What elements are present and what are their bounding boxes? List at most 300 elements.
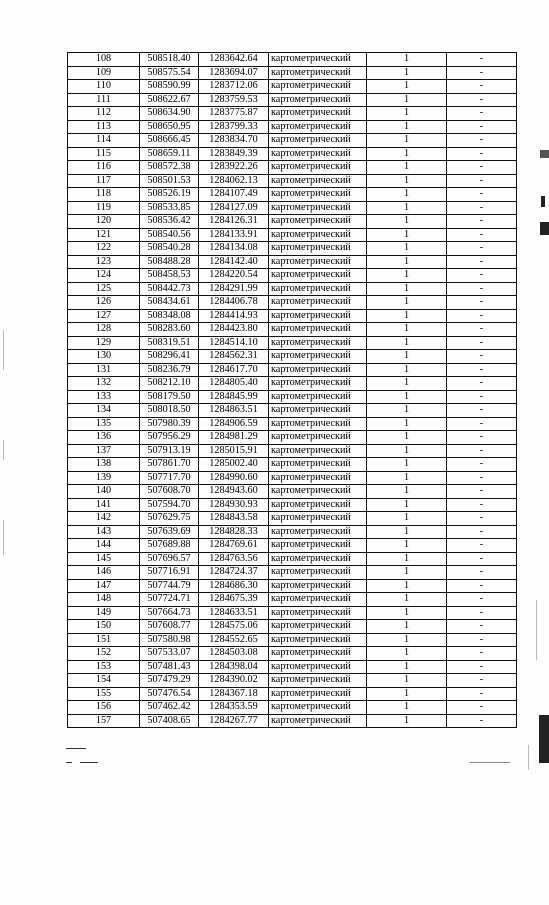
coordinate-y: 1284724.37 — [199, 566, 269, 580]
accuracy-value: 1 — [367, 512, 447, 526]
accuracy-value: 1 — [367, 701, 447, 715]
note-value: - — [447, 633, 517, 647]
point-number: 153 — [68, 660, 140, 674]
note-value: - — [447, 552, 517, 566]
coordinate-x: 507744.79 — [140, 579, 199, 593]
coordinate-y: 1283849.39 — [199, 147, 269, 161]
note-value: - — [447, 404, 517, 418]
coordinate-y: 1284220.54 — [199, 269, 269, 283]
coordinate-y: 1284127.09 — [199, 201, 269, 215]
coordinate-x: 507724.71 — [140, 593, 199, 607]
note-value: - — [447, 458, 517, 472]
coordinate-y: 1284575.06 — [199, 620, 269, 634]
determination-method: картометрический — [269, 714, 367, 728]
note-value: - — [447, 431, 517, 445]
point-number: 133 — [68, 390, 140, 404]
note-value: - — [447, 350, 517, 364]
scan-artifact — [536, 600, 537, 660]
note-value: - — [447, 107, 517, 121]
coordinate-x: 507608.70 — [140, 485, 199, 499]
coordinate-x: 508458.53 — [140, 269, 199, 283]
coordinate-y: 1284107.49 — [199, 188, 269, 202]
coordinate-y: 1284133.91 — [199, 228, 269, 242]
determination-method: картометрический — [269, 674, 367, 688]
determination-method: картометрический — [269, 93, 367, 107]
coordinate-x: 508018.50 — [140, 404, 199, 418]
coordinates-table-body — [68, 53, 517, 728]
determination-method: картометрический — [269, 161, 367, 175]
note-value: - — [447, 714, 517, 728]
point-number: 119 — [68, 201, 140, 215]
accuracy-value: 1 — [367, 282, 447, 296]
coordinate-y: 1283694.07 — [199, 66, 269, 80]
note-value: - — [447, 566, 517, 580]
table-row — [68, 174, 517, 188]
point-number: 147 — [68, 579, 140, 593]
coordinate-x: 508319.51 — [140, 336, 199, 350]
table-row — [68, 323, 517, 337]
determination-method: картометрический — [269, 512, 367, 526]
coordinate-x: 508536.42 — [140, 215, 199, 229]
determination-method: картометрический — [269, 471, 367, 485]
accuracy-value: 1 — [367, 620, 447, 634]
coordinate-y: 1283759.53 — [199, 93, 269, 107]
scan-artifact — [539, 715, 549, 763]
accuracy-value: 1 — [367, 377, 447, 391]
determination-method: картометрический — [269, 255, 367, 269]
note-value: - — [447, 579, 517, 593]
table-row — [68, 296, 517, 310]
accuracy-value: 1 — [367, 458, 447, 472]
note-value: - — [447, 485, 517, 499]
point-number: 132 — [68, 377, 140, 391]
accuracy-value: 1 — [367, 390, 447, 404]
scan-artifact — [3, 330, 4, 370]
determination-method: картометрический — [269, 606, 367, 620]
accuracy-value: 1 — [367, 93, 447, 107]
coordinate-y: 1284930.93 — [199, 498, 269, 512]
coordinate-y: 1284552.65 — [199, 633, 269, 647]
determination-method: картометрический — [269, 485, 367, 499]
point-number: 122 — [68, 242, 140, 256]
accuracy-value: 1 — [367, 269, 447, 283]
table-row — [68, 498, 517, 512]
coordinate-x: 508666.45 — [140, 134, 199, 148]
coordinate-y: 1284828.33 — [199, 525, 269, 539]
accuracy-value: 1 — [367, 431, 447, 445]
coordinate-y: 1284562.31 — [199, 350, 269, 364]
accuracy-value: 1 — [367, 687, 447, 701]
point-number: 151 — [68, 633, 140, 647]
determination-method: картометрический — [269, 377, 367, 391]
coordinate-x: 507608.77 — [140, 620, 199, 634]
note-value: - — [447, 444, 517, 458]
determination-method: картометрический — [269, 660, 367, 674]
point-number: 124 — [68, 269, 140, 283]
accuracy-value: 1 — [367, 134, 447, 148]
point-number: 157 — [68, 714, 140, 728]
coordinate-y: 1284769.61 — [199, 539, 269, 553]
determination-method: картометрический — [269, 147, 367, 161]
determination-method: картометрический — [269, 525, 367, 539]
accuracy-value: 1 — [367, 53, 447, 67]
table-row — [68, 593, 517, 607]
note-value: - — [447, 174, 517, 188]
note-value: - — [447, 242, 517, 256]
table-row — [68, 188, 517, 202]
note-value: - — [447, 66, 517, 80]
coordinate-x: 508540.56 — [140, 228, 199, 242]
point-number: 137 — [68, 444, 140, 458]
coordinate-y: 1284633.51 — [199, 606, 269, 620]
point-number: 121 — [68, 228, 140, 242]
point-number: 130 — [68, 350, 140, 364]
point-number: 138 — [68, 458, 140, 472]
point-number: 108 — [68, 53, 140, 67]
point-number: 139 — [68, 471, 140, 485]
point-number: 149 — [68, 606, 140, 620]
table-row — [68, 471, 517, 485]
table-row — [68, 201, 517, 215]
note-value: - — [447, 660, 517, 674]
accuracy-value: 1 — [367, 363, 447, 377]
accuracy-value: 1 — [367, 161, 447, 175]
note-value: - — [447, 377, 517, 391]
point-number: 116 — [68, 161, 140, 175]
determination-method: картометрический — [269, 53, 367, 67]
coordinate-x: 507479.29 — [140, 674, 199, 688]
note-value: - — [447, 255, 517, 269]
accuracy-value: 1 — [367, 674, 447, 688]
note-value: - — [447, 296, 517, 310]
note-value: - — [447, 539, 517, 553]
note-value: - — [447, 120, 517, 134]
accuracy-value: 1 — [367, 66, 447, 80]
table-row — [68, 377, 517, 391]
coordinate-x: 507533.07 — [140, 647, 199, 661]
note-value: - — [447, 80, 517, 94]
coordinate-y: 1284142.40 — [199, 255, 269, 269]
coordinate-y: 1284503.08 — [199, 647, 269, 661]
coordinate-x: 507408.65 — [140, 714, 199, 728]
table-row — [68, 431, 517, 445]
determination-method: картометрический — [269, 593, 367, 607]
coordinate-y: 1284423.80 — [199, 323, 269, 337]
coordinate-y: 1284398.04 — [199, 660, 269, 674]
table-row — [68, 714, 517, 728]
coordinate-x: 507716.91 — [140, 566, 199, 580]
table-row — [68, 404, 517, 418]
table-row — [68, 228, 517, 242]
point-number: 112 — [68, 107, 140, 121]
determination-method: картометрический — [269, 620, 367, 634]
determination-method: картометрический — [269, 363, 367, 377]
coordinate-y: 1283642.64 — [199, 53, 269, 67]
accuracy-value: 1 — [367, 539, 447, 553]
scan-artifact — [66, 748, 86, 749]
coordinate-y: 1284981.29 — [199, 431, 269, 445]
determination-method: картометрический — [269, 552, 367, 566]
table-row — [68, 458, 517, 472]
table-row — [68, 647, 517, 661]
scan-artifact — [528, 745, 529, 770]
coordinate-y: 1284845.99 — [199, 390, 269, 404]
note-value: - — [447, 363, 517, 377]
determination-method: картометрический — [269, 228, 367, 242]
accuracy-value: 1 — [367, 579, 447, 593]
point-number: 109 — [68, 66, 140, 80]
determination-method: картометрический — [269, 201, 367, 215]
coordinate-y: 1285002.40 — [199, 458, 269, 472]
point-number: 110 — [68, 80, 140, 94]
accuracy-value: 1 — [367, 336, 447, 350]
table-row — [68, 161, 517, 175]
coordinate-y: 1284990.60 — [199, 471, 269, 485]
table-row — [68, 134, 517, 148]
accuracy-value: 1 — [367, 215, 447, 229]
note-value: - — [447, 201, 517, 215]
coordinate-x: 508501.53 — [140, 174, 199, 188]
note-value: - — [447, 282, 517, 296]
determination-method: картометрический — [269, 417, 367, 431]
accuracy-value: 1 — [367, 525, 447, 539]
point-number: 146 — [68, 566, 140, 580]
accuracy-value: 1 — [367, 107, 447, 121]
determination-method: картометрический — [269, 134, 367, 148]
table-row — [68, 350, 517, 364]
table-row — [68, 701, 517, 715]
point-number: 123 — [68, 255, 140, 269]
coordinate-y: 1283834.70 — [199, 134, 269, 148]
coordinate-y: 1284514.10 — [199, 336, 269, 350]
accuracy-value: 1 — [367, 633, 447, 647]
point-number: 115 — [68, 147, 140, 161]
accuracy-value: 1 — [367, 80, 447, 94]
point-number: 148 — [68, 593, 140, 607]
note-value: - — [447, 606, 517, 620]
determination-method: картометрический — [269, 296, 367, 310]
note-value: - — [447, 336, 517, 350]
coordinate-x: 508518.40 — [140, 53, 199, 67]
coordinate-y: 1284062.13 — [199, 174, 269, 188]
coordinate-x: 508236.79 — [140, 363, 199, 377]
determination-method: картометрический — [269, 390, 367, 404]
accuracy-value: 1 — [367, 647, 447, 661]
scan-artifact — [540, 222, 549, 235]
coordinate-x: 507861.70 — [140, 458, 199, 472]
coordinate-x: 508659.11 — [140, 147, 199, 161]
accuracy-value: 1 — [367, 593, 447, 607]
coordinate-y: 1284390.02 — [199, 674, 269, 688]
note-value: - — [447, 471, 517, 485]
coordinate-y: 1284617.70 — [199, 363, 269, 377]
note-value: - — [447, 134, 517, 148]
note-value: - — [447, 687, 517, 701]
accuracy-value: 1 — [367, 485, 447, 499]
coordinate-x: 507481.43 — [140, 660, 199, 674]
coordinate-x: 507629.75 — [140, 512, 199, 526]
coordinate-y: 1284863.51 — [199, 404, 269, 418]
note-value: - — [447, 674, 517, 688]
coordinate-x: 508348.08 — [140, 309, 199, 323]
table-row — [68, 417, 517, 431]
coordinates-table — [67, 52, 517, 728]
note-value: - — [447, 593, 517, 607]
coordinate-y: 1284134.08 — [199, 242, 269, 256]
coordinate-x: 508212.10 — [140, 377, 199, 391]
coordinate-x: 508575.54 — [140, 66, 199, 80]
determination-method: картометрический — [269, 336, 367, 350]
note-value: - — [447, 228, 517, 242]
coordinate-y: 1284353.59 — [199, 701, 269, 715]
scan-artifact — [3, 440, 4, 460]
coordinate-x: 508442.73 — [140, 282, 199, 296]
table-row — [68, 606, 517, 620]
coordinate-y: 1284805.40 — [199, 377, 269, 391]
coordinate-y: 1283922.26 — [199, 161, 269, 175]
determination-method: картометрический — [269, 66, 367, 80]
coordinate-y: 1284406.78 — [199, 296, 269, 310]
determination-method: картометрический — [269, 215, 367, 229]
scan-artifact — [3, 520, 4, 555]
table-row — [68, 147, 517, 161]
coordinate-y: 1284414.93 — [199, 309, 269, 323]
table-row — [68, 674, 517, 688]
scan-artifact — [470, 762, 510, 763]
coordinate-y: 1284906.59 — [199, 417, 269, 431]
note-value: - — [447, 269, 517, 283]
coordinate-x: 507580.98 — [140, 633, 199, 647]
determination-method: картометрический — [269, 579, 367, 593]
table-row — [68, 215, 517, 229]
coordinate-y: 1284943.60 — [199, 485, 269, 499]
coordinate-x: 508590.99 — [140, 80, 199, 94]
determination-method: картометрический — [269, 120, 367, 134]
point-number: 141 — [68, 498, 140, 512]
determination-method: картометрический — [269, 701, 367, 715]
accuracy-value: 1 — [367, 242, 447, 256]
coordinate-y: 1283775.87 — [199, 107, 269, 121]
point-number: 155 — [68, 687, 140, 701]
coordinate-x: 508434.61 — [140, 296, 199, 310]
point-number: 113 — [68, 120, 140, 134]
accuracy-value: 1 — [367, 606, 447, 620]
note-value: - — [447, 701, 517, 715]
note-value: - — [447, 498, 517, 512]
determination-method: картометрический — [269, 107, 367, 121]
accuracy-value: 1 — [367, 714, 447, 728]
note-value: - — [447, 147, 517, 161]
coordinate-x: 507913.19 — [140, 444, 199, 458]
determination-method: картометрический — [269, 174, 367, 188]
note-value: - — [447, 53, 517, 67]
accuracy-value: 1 — [367, 309, 447, 323]
scan-artifact — [80, 762, 98, 763]
determination-method: картометрический — [269, 282, 367, 296]
coordinate-x: 508540.28 — [140, 242, 199, 256]
point-number: 126 — [68, 296, 140, 310]
determination-method: картометрический — [269, 323, 367, 337]
table-row — [68, 107, 517, 121]
determination-method: картометрический — [269, 458, 367, 472]
coordinate-y: 1284291.99 — [199, 282, 269, 296]
determination-method: картометрический — [269, 687, 367, 701]
coordinate-x: 507956.29 — [140, 431, 199, 445]
coordinate-x: 507717.70 — [140, 471, 199, 485]
accuracy-value: 1 — [367, 566, 447, 580]
determination-method: картометрический — [269, 431, 367, 445]
table-row — [68, 485, 517, 499]
coordinate-x: 508296.41 — [140, 350, 199, 364]
table-row — [68, 390, 517, 404]
table-row — [68, 336, 517, 350]
point-number: 135 — [68, 417, 140, 431]
coordinate-x: 507980.39 — [140, 417, 199, 431]
scan-artifact — [66, 762, 72, 763]
note-value: - — [447, 647, 517, 661]
table-row — [68, 120, 517, 134]
table-row — [68, 660, 517, 674]
coordinate-x: 508533.85 — [140, 201, 199, 215]
coordinate-y: 1283712.06 — [199, 80, 269, 94]
accuracy-value: 1 — [367, 444, 447, 458]
determination-method: картометрический — [269, 539, 367, 553]
point-number: 129 — [68, 336, 140, 350]
table-row — [68, 53, 517, 67]
determination-method: картометрический — [269, 444, 367, 458]
accuracy-value: 1 — [367, 498, 447, 512]
point-number: 127 — [68, 309, 140, 323]
table-row — [68, 242, 517, 256]
determination-method: картометрический — [269, 647, 367, 661]
table-row — [68, 282, 517, 296]
coordinate-x: 508572.38 — [140, 161, 199, 175]
accuracy-value: 1 — [367, 296, 447, 310]
coordinate-y: 1284843.58 — [199, 512, 269, 526]
determination-method: картометрический — [269, 188, 367, 202]
point-number: 128 — [68, 323, 140, 337]
table-row — [68, 444, 517, 458]
accuracy-value: 1 — [367, 323, 447, 337]
point-number: 156 — [68, 701, 140, 715]
table-row — [68, 269, 517, 283]
coordinate-y: 1285015.91 — [199, 444, 269, 458]
note-value: - — [447, 323, 517, 337]
determination-method: картометрический — [269, 242, 367, 256]
point-number: 154 — [68, 674, 140, 688]
coordinate-x: 507639.69 — [140, 525, 199, 539]
note-value: - — [447, 161, 517, 175]
coordinate-x: 507462.42 — [140, 701, 199, 715]
coordinate-x: 508488.28 — [140, 255, 199, 269]
table-row — [68, 633, 517, 647]
coordinate-x: 508634.90 — [140, 107, 199, 121]
coordinate-x: 507594.70 — [140, 498, 199, 512]
determination-method: картометрический — [269, 309, 367, 323]
point-number: 125 — [68, 282, 140, 296]
point-number: 114 — [68, 134, 140, 148]
note-value: - — [447, 215, 517, 229]
accuracy-value: 1 — [367, 417, 447, 431]
point-number: 118 — [68, 188, 140, 202]
determination-method: картометрический — [269, 498, 367, 512]
table-row — [68, 309, 517, 323]
note-value: - — [447, 620, 517, 634]
table-row — [68, 363, 517, 377]
coordinate-x: 507696.57 — [140, 552, 199, 566]
point-number: 134 — [68, 404, 140, 418]
scan-artifact — [541, 196, 545, 207]
